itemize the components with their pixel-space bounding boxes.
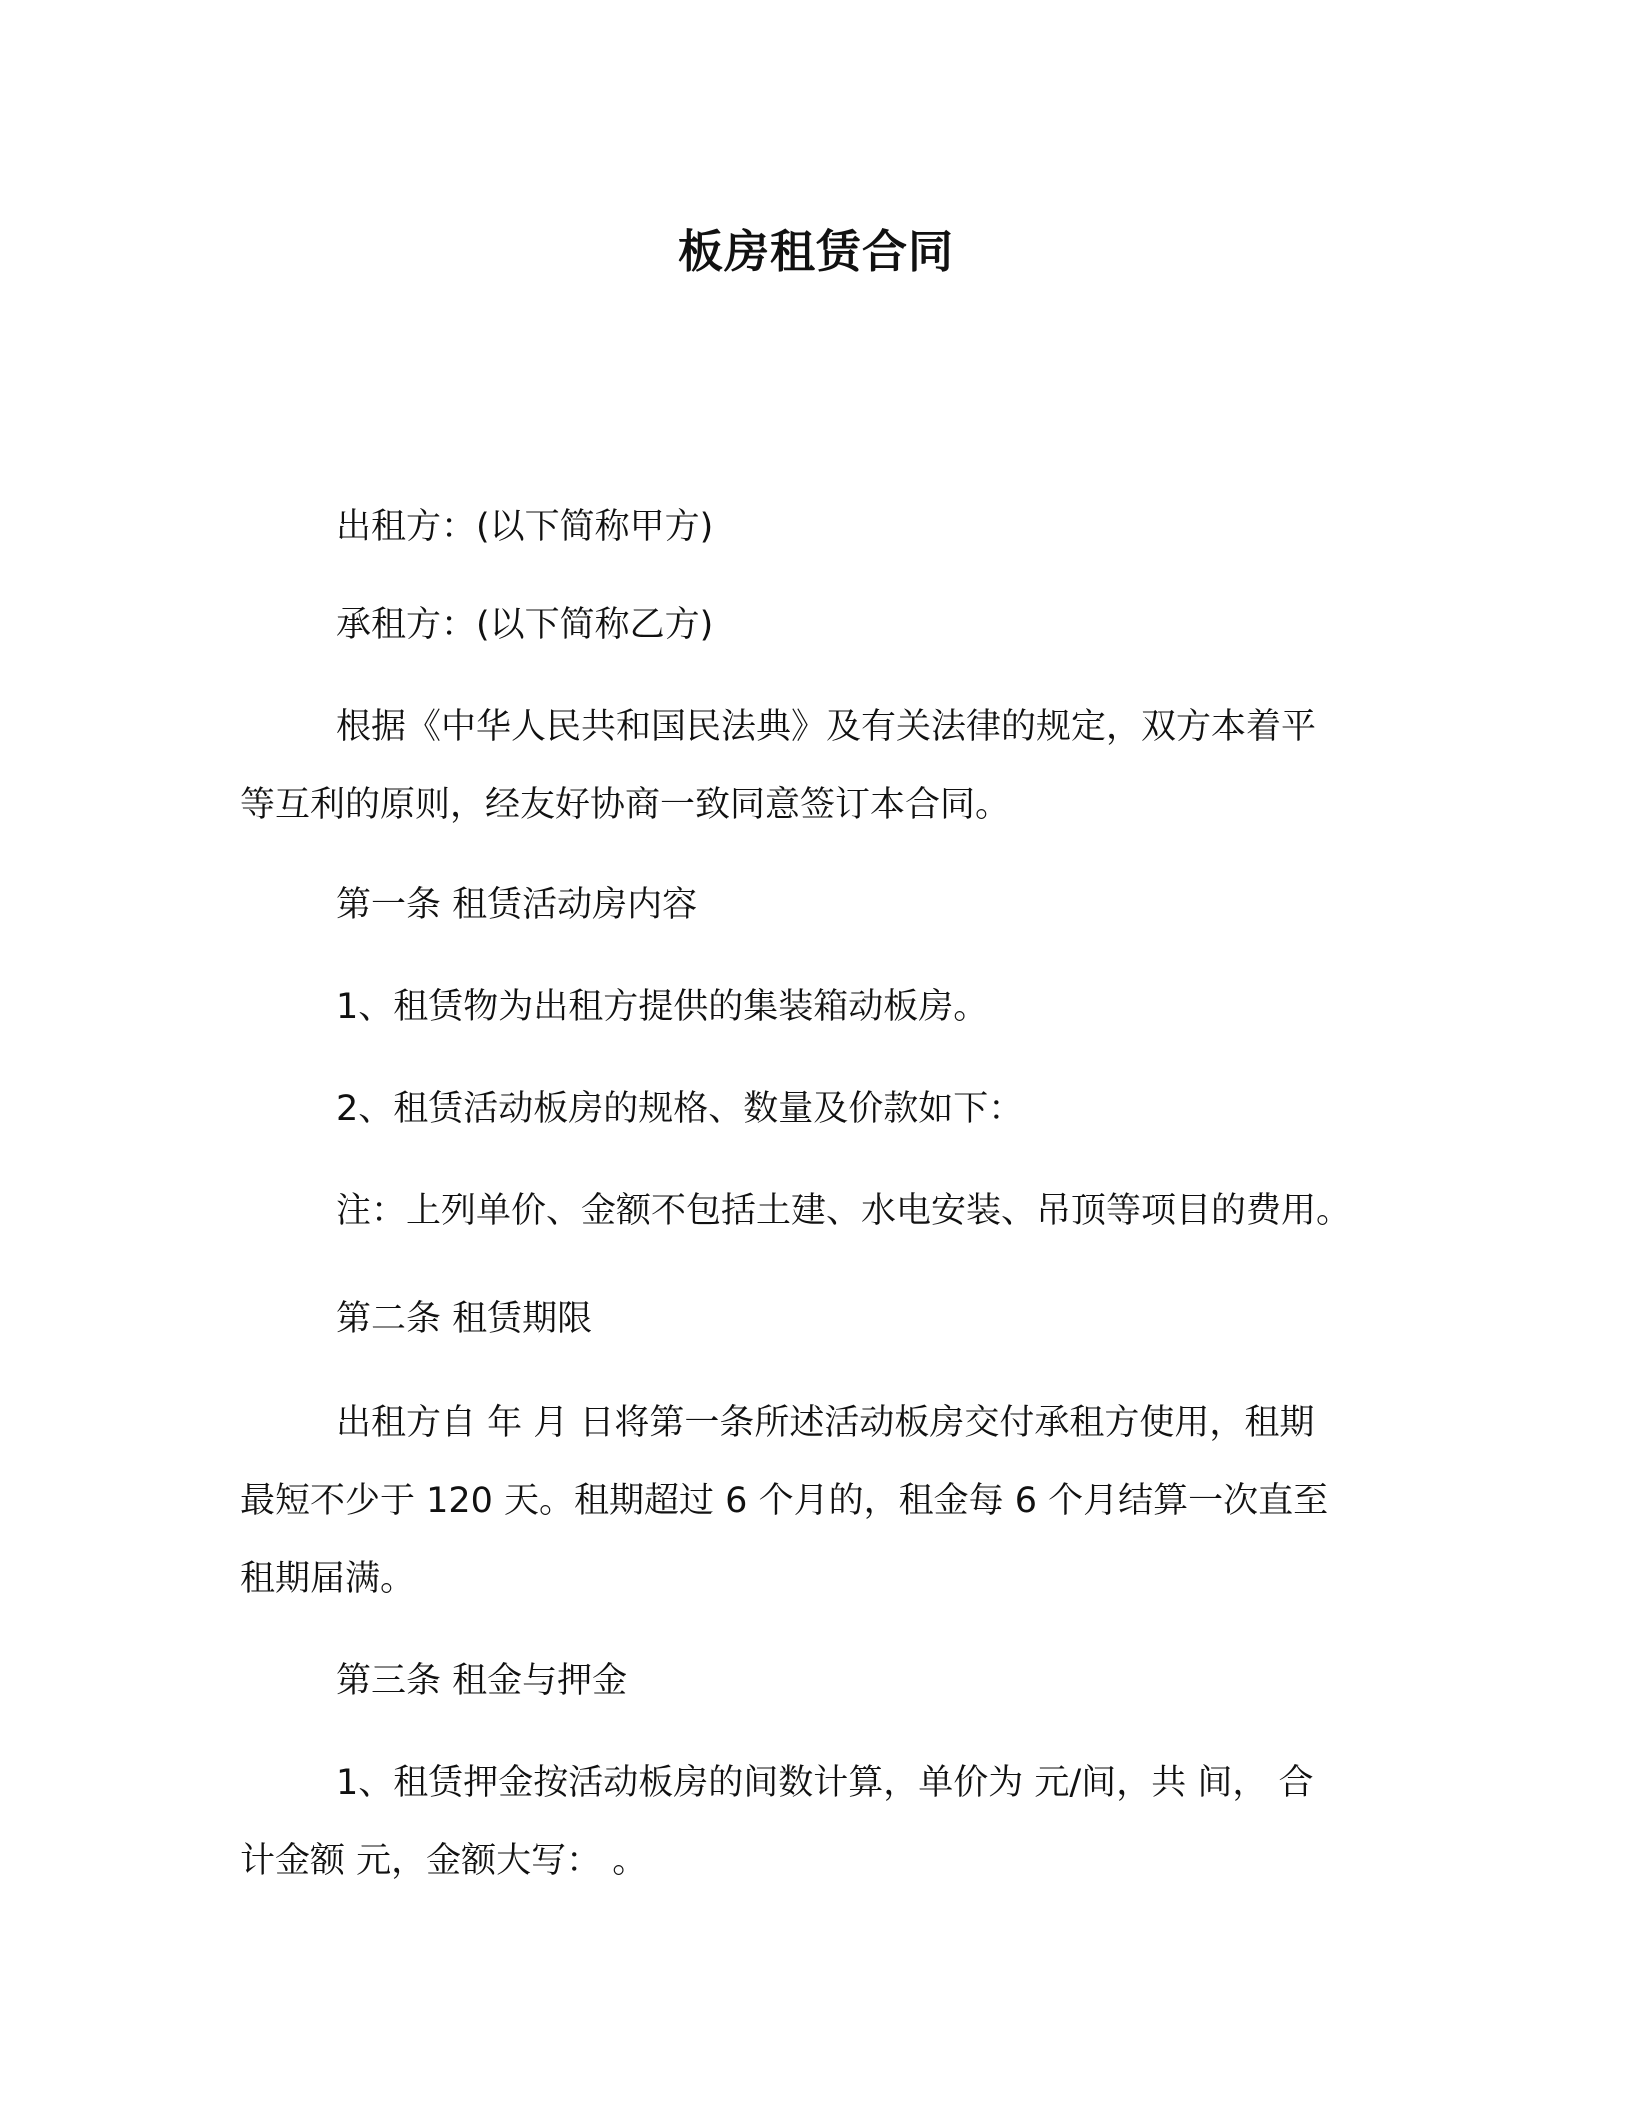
article1-note: 注：上列单价、金额不包括土建、水电安装、吊顶等项目的费用。	[336, 1191, 1352, 1231]
document-title: 板房租赁合同	[677, 225, 954, 278]
article2-line-2: 最短不少于 120 天。租期超过 6 个月的，租金每 6 个月结算一次直至	[240, 1481, 1329, 1521]
article3-item1-line-1: 1、租赁押金按活动板房的间数计算，单价为 元/间，共 间， 合	[336, 1763, 1314, 1803]
lessee-line: 承租方：(以下简称乙方)	[336, 605, 714, 645]
article2-heading: 第二条 租赁期限	[336, 1299, 593, 1339]
article1-item1: 1、租赁物为出租方提供的集装箱动板房。	[336, 987, 989, 1027]
preamble-line-1: 根据《中华人民共和国民法典》及有关法律的规定，双方本着平	[336, 707, 1317, 747]
article3-heading: 第三条 租金与押金	[336, 1661, 628, 1701]
article2-line-3: 租期届满。	[240, 1559, 416, 1599]
article1-item2: 2、租赁活动板房的规格、数量及价款如下：	[336, 1089, 1024, 1129]
article1-heading: 第一条 租赁活动房内容	[336, 885, 698, 925]
article3-item1-line-2: 计金额 元，金额大写： 。	[240, 1841, 648, 1881]
article2-line-1: 出租方自 年 月 日将第一条所述活动板房交付承租方使用，租期	[336, 1403, 1315, 1443]
lessor-line: 出租方：(以下简称甲方)	[336, 507, 714, 547]
preamble-line-2: 等互利的原则，经友好协商一致同意签订本合同。	[240, 785, 1011, 825]
